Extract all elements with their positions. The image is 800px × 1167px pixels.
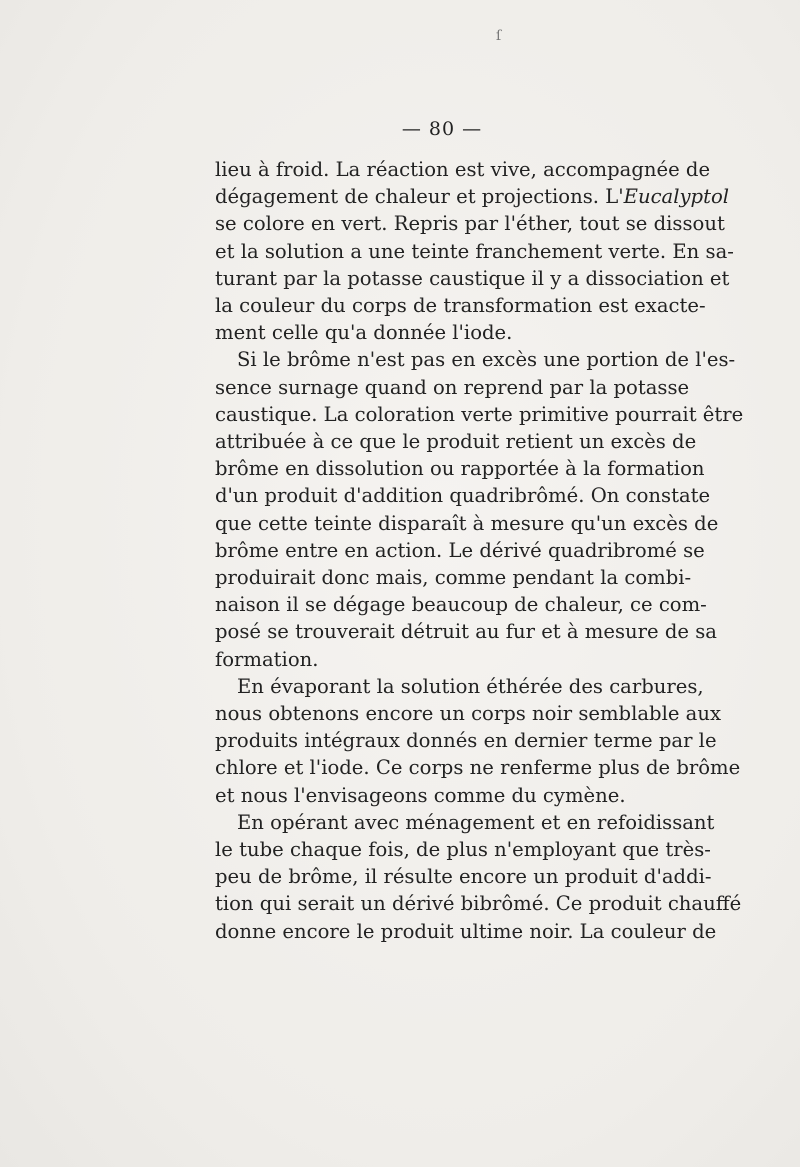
text-line: posé se trouverait détruit au fur et à mesure de sa	[215, 620, 717, 644]
text-line: la couleur du corps de transformation est exacte-	[215, 294, 706, 318]
text-fragment: dégagement de chaleur et projections. L'	[215, 185, 624, 209]
text-line: brôme en dissolution ou rapportée à la formation	[215, 457, 705, 481]
text-line: et nous l'envisageons comme du cymène.	[215, 783, 626, 807]
text-line: donne encore le produit ultime noir. La couleur de	[215, 919, 717, 943]
text-line	[215, 183, 730, 210]
pencil-mark: ſ	[496, 28, 502, 44]
text-line: brôme entre en action. Le dérivé quadribromé se	[215, 538, 705, 562]
text-line: attribuée à ce que le produit retient un excès de	[215, 430, 697, 454]
text-line: lieu à froid. La réaction est vive, accompagnée de	[215, 158, 711, 181]
text-line: nous obtenons encore un corps noir semblable aux	[215, 702, 722, 726]
text-line: En évaporant la solution éthérée des carbures,	[237, 674, 704, 698]
text-line: d'un produit d'addition quadribrômé. On constate	[215, 484, 711, 508]
text-line: produits intégraux donnés en dernier terme par le	[215, 729, 717, 753]
text-line: En opérant avec ménagement et en refoidissant	[237, 810, 715, 834]
text-line: turant par la potasse caustique il y a dissociation et	[215, 266, 730, 290]
text-line: le tube chaque fois, de plus n'employant que très-	[215, 838, 711, 862]
page-number: — 80 —	[401, 118, 483, 140]
text-line: caustique. La coloration verte primitive pourrait être	[215, 402, 744, 426]
text-line: Si le brôme n'est pas en excès une portion de l'es-	[237, 348, 736, 372]
text-line: formation.	[215, 647, 319, 671]
text-line: naison il se dégage beaucoup de chaleur, ce com-	[215, 593, 707, 617]
text-line: que cette teinte disparaît à mesure qu'un excès de	[215, 511, 719, 535]
text-line: tion qui serait un dérivé bibrômé. Ce produit chauffé	[215, 892, 742, 916]
text-line: et la solution a une teinte franchement verte. En sa-	[215, 239, 734, 263]
text-line: ment celle qu'a donnée l'iode.	[215, 321, 513, 345]
body-text	[215, 156, 744, 945]
text-line: produirait donc mais, comme pendant la combi-	[215, 566, 692, 590]
text-line: chlore et l'iode. Ce corps ne renferme plus de brôme	[215, 756, 741, 780]
text-line: sence surnage quand on reprend par la potasse	[215, 375, 690, 399]
italic-term: Eucalyptol	[623, 185, 730, 209]
text-line: peu de brôme, il résulte encore un produit d'addi-	[215, 865, 712, 889]
text-line: se colore en vert. Repris par l'éther, tout se dissout	[215, 212, 725, 236]
